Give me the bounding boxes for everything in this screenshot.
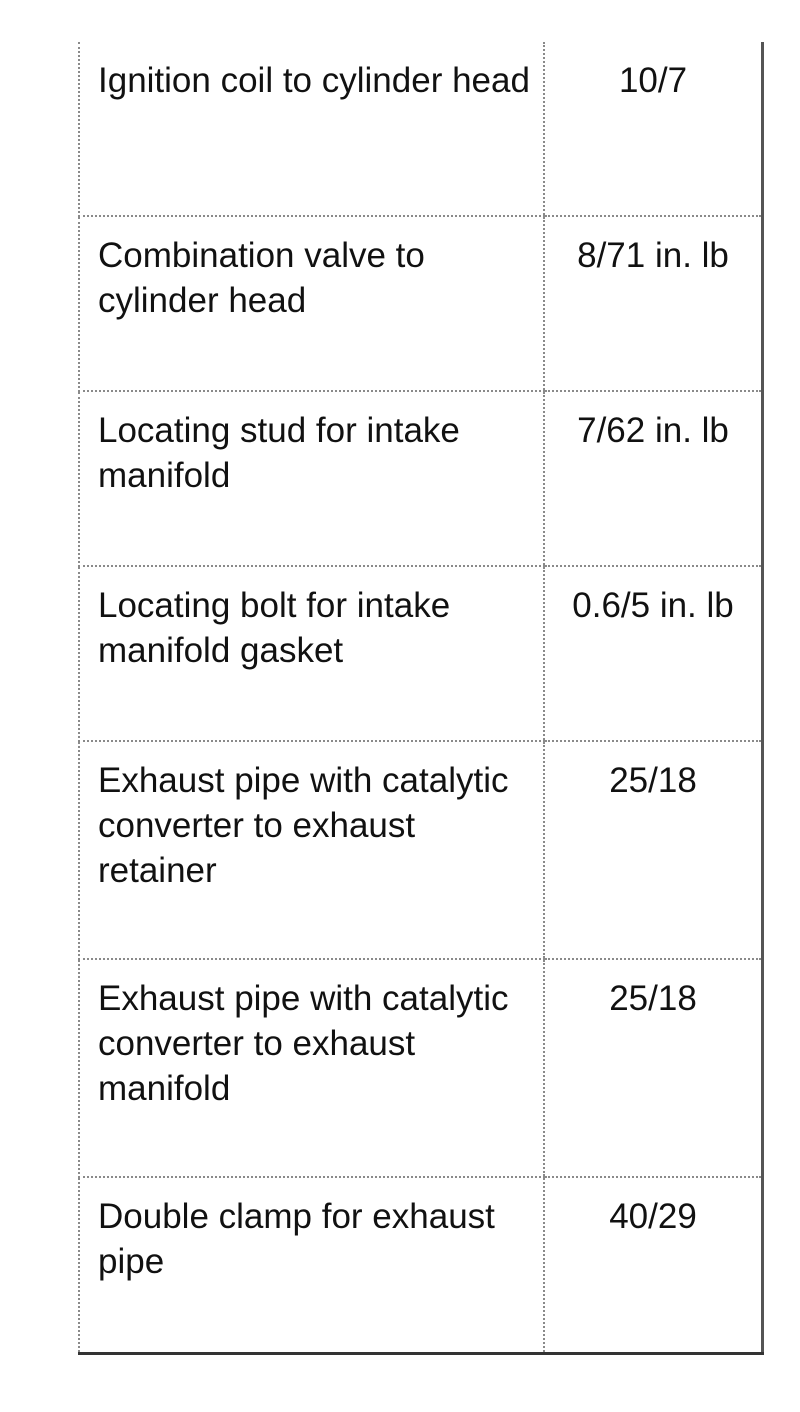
row-value: 25/18 xyxy=(544,741,763,959)
row-value: 40/29 xyxy=(544,1177,763,1354)
table-row xyxy=(79,566,763,741)
row-value: 8/71 in. lb xyxy=(544,216,763,391)
table-row xyxy=(79,42,763,216)
table-row xyxy=(79,1177,763,1354)
table-row xyxy=(79,216,763,391)
row-item: Combination valve to cylinder head xyxy=(79,216,544,391)
row-item: Locating stud for intake manifold xyxy=(79,391,544,566)
row-item: Locating bolt for intake manifold gasket xyxy=(79,566,544,741)
row-value: 7/62 in. lb xyxy=(544,391,763,566)
row-item: Exhaust pipe with catalytic converter to exhaust retainer xyxy=(79,741,544,959)
row-value: 10/7 xyxy=(544,42,763,216)
row-value: 0.6/5 in. lb xyxy=(544,566,763,741)
table-row xyxy=(79,391,763,566)
torque-spec-table xyxy=(78,42,764,1355)
row-item: Double clamp for exhaust pipe xyxy=(79,1177,544,1354)
row-value: 25/18 xyxy=(544,959,763,1177)
table-row xyxy=(79,959,763,1177)
row-item: Exhaust pipe with catalytic converter to exhaust manifold xyxy=(79,959,544,1177)
table-row xyxy=(79,741,763,959)
row-item: Ignition coil to cylinder head xyxy=(79,42,544,216)
